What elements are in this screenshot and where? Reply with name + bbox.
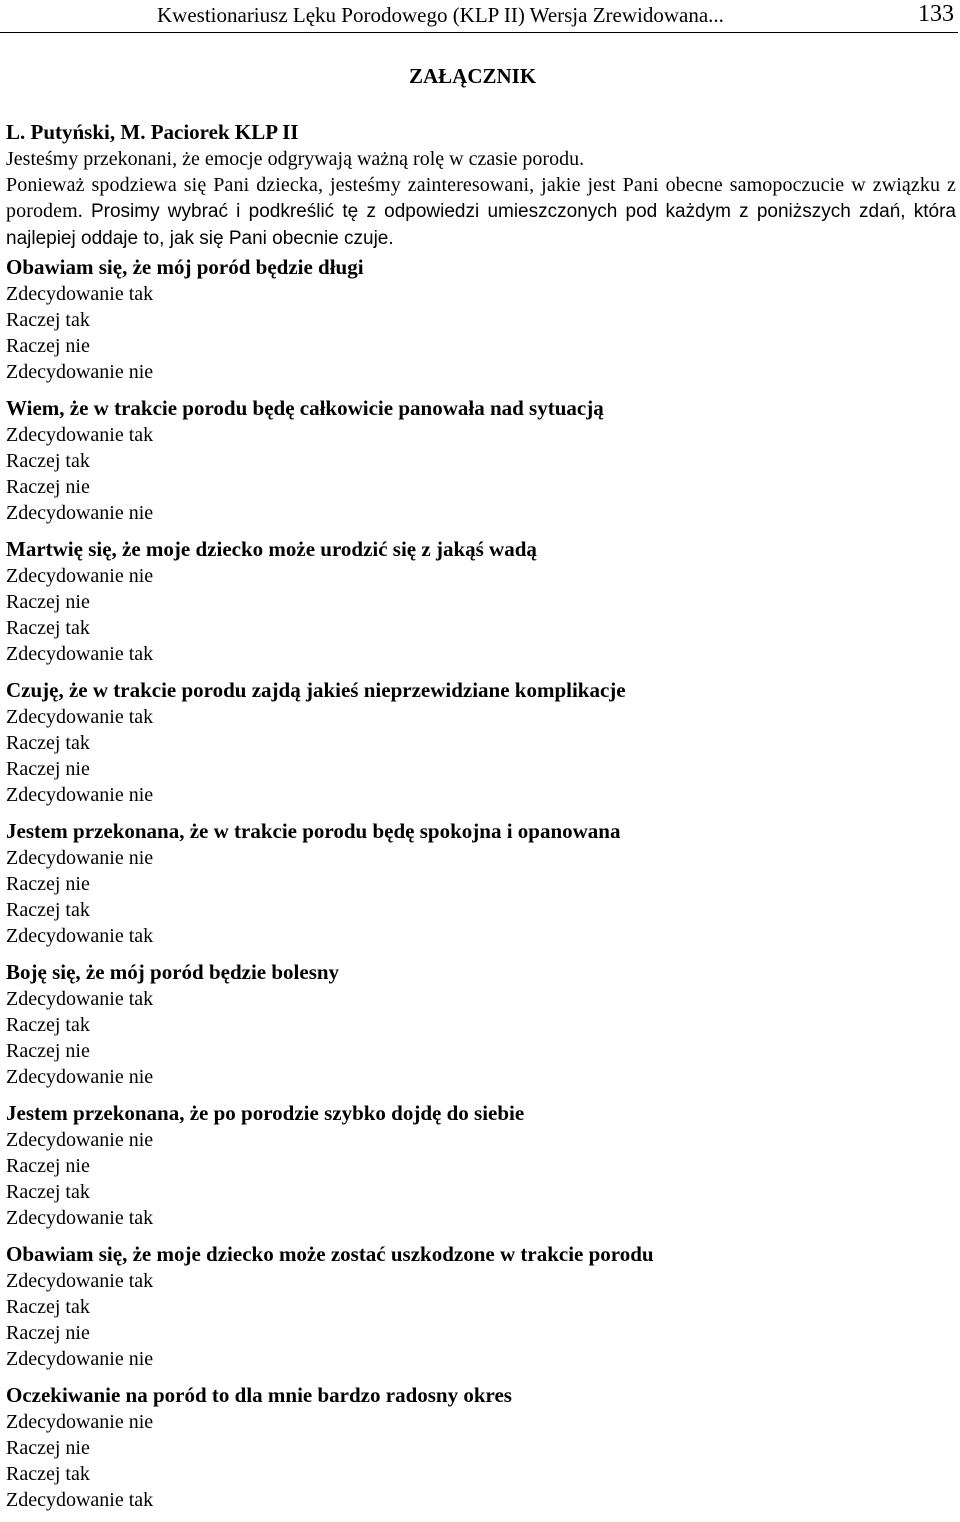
answer-option[interactable]: Raczej nie bbox=[6, 1437, 90, 1459]
answer-option[interactable]: Raczej nie bbox=[6, 1155, 90, 1177]
answer-option[interactable]: Raczej tak bbox=[6, 1296, 90, 1318]
question-text: Martwię się, że moje dziecko może urodzić się z jakąś wadą bbox=[6, 537, 537, 561]
answer-option[interactable]: Zdecydowanie tak bbox=[6, 925, 154, 947]
question-item bbox=[6, 536, 956, 667]
answer-option[interactable]: Raczej nie bbox=[6, 591, 90, 613]
question-item bbox=[6, 959, 956, 1090]
answer-option[interactable]: Zdecydowanie nie bbox=[6, 847, 154, 869]
answer-option[interactable]: Raczej nie bbox=[6, 1322, 90, 1344]
answer-option[interactable]: Raczej tak bbox=[6, 899, 90, 921]
answer-option[interactable]: Zdecydowanie nie bbox=[6, 1348, 154, 1370]
answer-option[interactable]: Raczej nie bbox=[6, 758, 90, 780]
answer-option[interactable]: Raczej tak bbox=[6, 732, 90, 754]
answer-option[interactable]: Zdecydowanie nie bbox=[6, 361, 154, 383]
answer-option[interactable]: Zdecydowanie nie bbox=[6, 1066, 154, 1088]
answer-option[interactable]: Zdecydowanie nie bbox=[6, 565, 154, 587]
answer-option[interactable]: Raczej nie bbox=[6, 476, 90, 498]
question-list bbox=[6, 254, 956, 1513]
questionnaire bbox=[6, 118, 956, 1513]
question-text: Jestem przekonana, że w trakcie porodu będę spokojna i opanowana bbox=[6, 819, 621, 843]
question-text: Czuję, że w trakcie porodu zajdą jakieś nieprzewidziane komplikacje bbox=[6, 678, 626, 702]
answer-option[interactable]: Raczej tak bbox=[6, 617, 90, 639]
answer-option[interactable]: Zdecydowanie nie bbox=[6, 784, 154, 806]
question-text: Boję się, że mój poród będzie bolesny bbox=[6, 960, 340, 984]
answer-option[interactable]: Raczej tak bbox=[6, 1463, 90, 1485]
answer-option[interactable]: Zdecydowanie tak bbox=[6, 283, 154, 305]
authors-line: L. Putyński, M. Paciorek KLP II bbox=[6, 120, 299, 144]
instructions-paragraph bbox=[6, 172, 956, 252]
answer-option[interactable]: Raczej nie bbox=[6, 873, 90, 895]
answer-option[interactable]: Zdecydowanie nie bbox=[6, 502, 154, 524]
intro-sentence: Jesteśmy przekonani, że emocje odgrywają ważną rolę w czasie porodu. bbox=[6, 148, 585, 170]
answer-option[interactable]: Zdecydowanie nie bbox=[6, 1129, 154, 1151]
answer-option[interactable]: Zdecydowanie tak bbox=[6, 706, 154, 728]
answer-option[interactable]: Zdecydowanie nie bbox=[6, 1411, 154, 1433]
header-rule bbox=[0, 32, 958, 33]
question-text: Obawiam się, że moje dziecko może zostać uszkodzone w trakcie porodu bbox=[6, 1242, 654, 1266]
question-text: Wiem, że w trakcie porodu będę całkowicie panowała nad sytuacją bbox=[6, 396, 604, 420]
question-text: Jestem przekonana, że po porodzie szybko dojdę do siebie bbox=[6, 1101, 525, 1125]
answer-option[interactable]: Zdecydowanie tak bbox=[6, 1207, 154, 1229]
answer-option[interactable]: Zdecydowanie tak bbox=[6, 1489, 154, 1511]
answer-option[interactable]: Zdecydowanie tak bbox=[6, 1270, 154, 1292]
question-text: Oczekiwanie na poród to dla mnie bardzo radosny okres bbox=[6, 1383, 512, 1407]
answer-option[interactable]: Raczej nie bbox=[6, 1040, 90, 1062]
answer-option[interactable]: Raczej tak bbox=[6, 450, 90, 472]
question-item bbox=[6, 1241, 956, 1372]
question-item bbox=[6, 395, 956, 526]
page-number: 133 bbox=[918, 1, 954, 27]
running-header bbox=[0, 0, 960, 33]
question-item bbox=[6, 254, 956, 385]
question-text: Obawiam się, że mój poród będzie długi bbox=[6, 255, 364, 279]
answer-option[interactable]: Raczej nie bbox=[6, 335, 90, 357]
instructions-part-2: Prosimy wybrać i podkreślić tę z odpowiedzi umieszczonych pod każdym z poniższych zdań, która najlepiej oddaje to, jak się Pani obecnie czuje. bbox=[6, 201, 956, 249]
question-item bbox=[6, 1382, 956, 1513]
question-item bbox=[6, 818, 956, 949]
question-item bbox=[6, 677, 956, 808]
question-item bbox=[6, 1100, 956, 1231]
answer-option[interactable]: Zdecydowanie tak bbox=[6, 988, 154, 1010]
answer-option[interactable]: Zdecydowanie tak bbox=[6, 643, 154, 665]
running-header-title: Kwestionariusz Lęku Porodowego (KLP II) Wersja Zrewidowana... bbox=[157, 3, 724, 27]
answer-option[interactable]: Raczej tak bbox=[6, 1014, 90, 1036]
answer-option[interactable]: Raczej tak bbox=[6, 309, 90, 331]
instructions-part-1: Ponieważ spodziewa się Pani dziecka, jesteśmy zainteresowani, jakie jest Pani obecne samopoczucie w związku z porodem. bbox=[6, 174, 956, 222]
answer-option[interactable]: Zdecydowanie tak bbox=[6, 424, 154, 446]
answer-option[interactable]: Raczej tak bbox=[6, 1181, 90, 1203]
appendix-title: ZAŁĄCZNIK bbox=[409, 64, 537, 88]
